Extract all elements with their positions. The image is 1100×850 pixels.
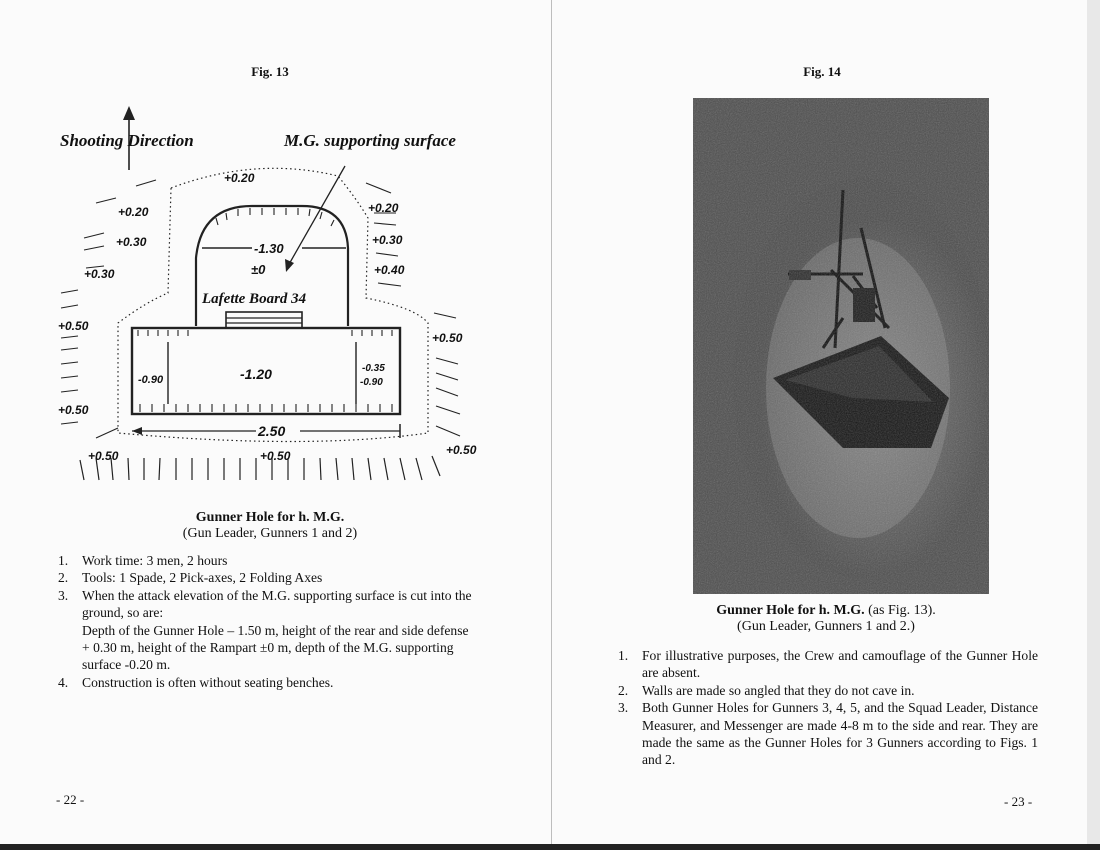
depth-130-label: -1.30 [254,241,284,256]
elevation-right-2: +0.30 [372,233,403,247]
gunner-hole-diagram [56,88,496,498]
list-item: Depth of the Gunner Hole – 1.50 m, height of the rear and side defense + 0.30 m, height of the Rampart ±0 m, depth of the M.G. supporting surface -0.20 m. [82,622,469,673]
list-item: 2. Tools: 1 Spade, 2 Pick-axes, 2 Folding Axes [58,570,323,586]
figure-13-caption-subtitle: (Gun Leader, Gunners 1 and 2) [182,526,358,541]
list-item: 1. Work time: 3 men, 2 hours [58,553,228,568]
figure-14-caption-suffix: (as Fig. 13). [868,603,936,618]
list-item: 1. For illustrative purposes, the Crew and camouflage of the Gunner Hole are absent. [618,648,1038,681]
figure-13-caption [0,510,540,542]
figure-13-caption-title: Gunner Hole for h. M.G. [195,510,345,525]
page-number-23: - 23 - [1004,794,1033,809]
scan-bottom-edge [0,844,1100,850]
elevation-right-1: +0.20 [368,201,399,215]
figure-14-caption [552,603,1100,635]
pit-depth-label: -1.20 [240,366,272,382]
elevation-left-1: +0.20 [118,205,149,219]
elevation-left-2: +0.30 [116,235,147,249]
elevation-bottom-mid: +0.50 [260,449,291,463]
scan-right-edge [1087,0,1100,850]
right-page-steps [618,647,1038,769]
page-number-22: - 22 - [56,792,85,807]
right-wall-label-1: -0.35 [362,363,385,374]
right-page [552,0,1100,850]
right-wall-label-2: -0.90 [360,377,383,388]
figure-14-caption-subtitle: (Gun Leader, Gunners 1 and 2.) [737,619,915,634]
figure-14-caption-title: Gunner Hole for h. M.G. [716,603,865,618]
elevation-bottom-left: +0.50 [88,449,119,463]
list-item: 2. Walls are made so angled that they do not cave in. [618,682,915,698]
elevation-left-5: +0.50 [58,403,89,417]
left-wall-label: -0.90 [138,374,164,386]
elevation-left-4: +0.50 [58,319,89,333]
figure-14-label: Fig. 14 [803,64,841,79]
lafette-board-label: Lafette Board 34 [202,291,307,307]
gunner-hole-photo [693,98,989,594]
zero-level-label: ±0 [251,262,266,277]
list-item: 3. When the attack elevation of the M.G. supporting surface is cut into the ground, so are: [58,587,472,621]
list-item: 4. Construction is often without seating benches. [58,674,334,690]
elevation-left-3: +0.30 [84,267,115,281]
list-item: 3. Both Gunner Holes for Gunners 3, 4, 5, and the Squad Leader, Distance Measurer, and Messenger are made 4-8 m to the side and rear. They are made the same as the Gunner Holes for 3 Gunners according to Figs. 1 and 2. [618,700,1038,768]
elevation-right-4: +0.50 [432,331,463,345]
elevation-bottom-right: +0.50 [446,443,477,457]
figure-13-label: Fig. 13 [251,64,289,79]
elevation-top: +0.20 [224,171,255,185]
left-page-steps [58,552,476,691]
shooting-direction-label: Shooting Direction [60,131,194,150]
mg-surface-label: M.G. supporting surface [284,131,456,150]
width-250-label: 2.50 [258,423,286,439]
elevation-right-3: +0.40 [374,263,405,277]
